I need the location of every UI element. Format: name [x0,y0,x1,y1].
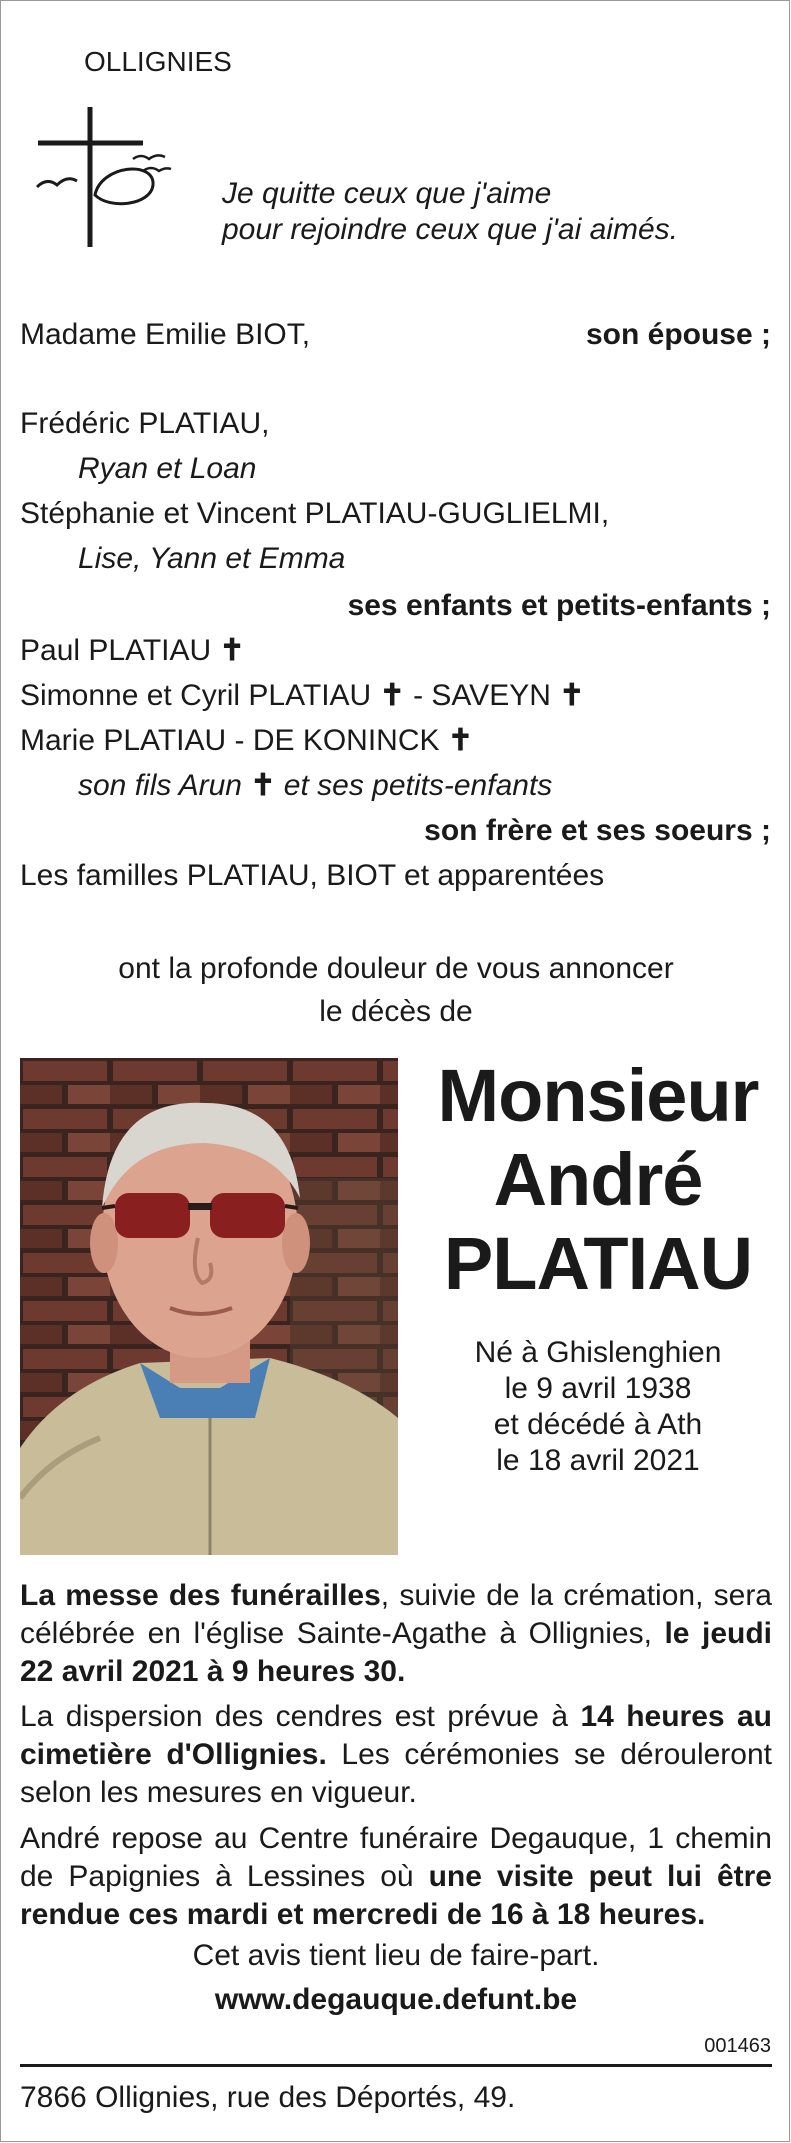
deceased-cross-icon: ✝ [250,769,276,802]
footer-address: 7866 Ollignies, rue des Déportés, 49. [20,2081,516,2114]
death-date: le 18 avril 2021 [496,1444,700,1477]
spouse-role: son épouse ; [585,318,771,351]
footer-divider [20,2064,772,2067]
ashes-intro: La dispersion des cendres est prévue à [20,1700,581,1733]
child-1: Frédéric PLATIAU, [20,407,270,440]
sibling-3 [20,723,473,759]
deceased-name [410,1054,786,1306]
deceased-cross-icon: ✝ [219,634,245,667]
birth-place: Né à Ghislenghien [474,1336,722,1369]
ashes-paragraph [20,1698,772,1812]
sibling-3-son: son fils Arun [78,769,242,802]
birth-date: le 9 avril 1938 [504,1372,692,1405]
reference-number: 001463 [704,2035,771,2057]
spouse-name: Madame Emilie BIOT, [20,318,311,351]
deceased-last-name: PLATIAU [443,1222,753,1305]
deceased-title: Monsieur [437,1054,759,1137]
visitation-paragraph [20,1820,772,1934]
sibling-1 [20,633,245,669]
funeral-mass-paragraph [20,1577,772,1691]
death-place: et décédé à Ath [493,1408,703,1441]
notice-text: Cet avis tient lieu de faire-part. [192,1939,600,1972]
website-link[interactable]: www.degauque.defunt.be [214,1983,578,2016]
sibling-3-descendants [78,768,552,804]
visitation-location: André repose au Centre funéraire Degauque, 1 chemin de Papignies à Lessines où [20,1822,772,1893]
funeral-mass-label: La messe des funérailles [20,1579,381,1612]
children-role: ses enfants et petits-enfants ; [347,589,771,622]
deceased-cross-icon: ✝ [559,679,585,712]
extended-families: Les familles PLATIAU, BIOT et apparentées [20,859,605,892]
deceased-first-name: André [493,1138,703,1221]
child-2: Stéphanie et Vincent PLATIAU-GUGLIELMI, [20,497,610,530]
sibling-3-grandchildren: et ses petits-enfants [283,769,553,802]
quote-line-1: Je quitte ceux que j'aime [222,177,552,210]
funeral-mass-date: le jeudi 22 avril 2021 à 9 heures 30. [20,1617,772,1688]
deceased-cross-icon: ✝ [379,679,405,712]
announce-line-1: ont la profonde douleur de vous annoncer [118,952,674,985]
ashes-measures: Les cérémonies se dérouleront selon les mesures en vigueur. [20,1738,772,1809]
birth-death-info [410,1335,786,1479]
announce-line-2: le décès de [319,995,473,1028]
sibling-3-name: Marie PLATIAU - DE KONINCK [20,724,440,757]
quote-line-2: pour rejoindre ceux que j'ai aimés. [222,213,678,246]
visitation-hours: une visite peut lui être rendue ces mardi et mercredi de 16 à 18 heures. [20,1860,772,1931]
deceased-cross-icon: ✝ [447,724,474,757]
ashes-time-place: 14 heures au cimetière d'Ollignies. [20,1700,772,1771]
cross-emblem-icon [35,105,175,250]
sibling-1-name: Paul PLATIAU [20,634,212,667]
sibling-2-name: Simonne et Cyril PLATIAU [20,679,372,712]
siblings-role: son frère et ses soeurs ; [424,814,771,847]
funeral-mass-details: , suivie de la crémation, sera célébrée en l'église Sainte-Agathe à Ollignies, [20,1579,772,1650]
grandchildren-2: Lise, Yann et Emma [78,542,346,575]
portrait-photo [20,1058,398,1555]
sibling-2-spouse: - SAVEYN [413,679,551,712]
village-header: OLLIGNIES [84,46,232,77]
grandchildren-1: Ryan et Loan [78,452,257,485]
sibling-2 [20,678,584,714]
